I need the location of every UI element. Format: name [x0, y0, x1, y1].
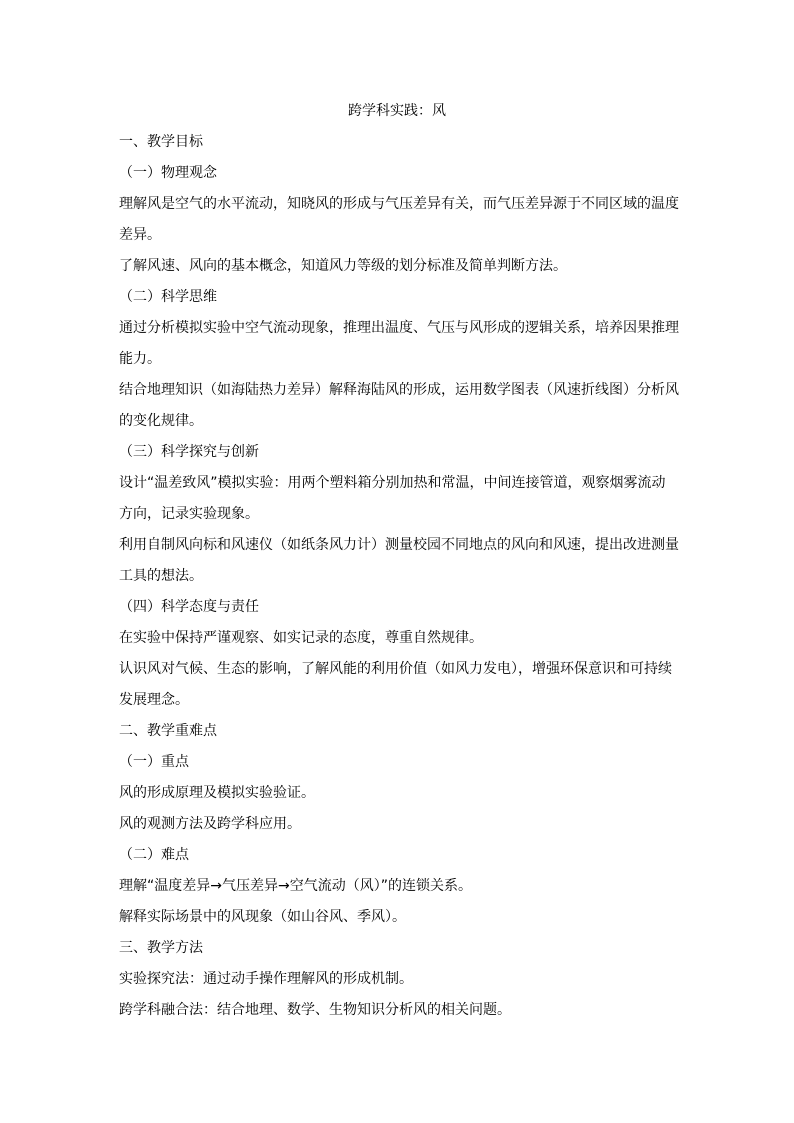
- section-heading-key-points: 二、教学重难点: [119, 723, 217, 739]
- document-title: 跨学科实践：风: [348, 103, 446, 119]
- subheading-attitude-responsibility: （四）科学态度与责任: [119, 599, 259, 615]
- paragraph: 在实验中保持严谨观察、如实记录的态度，尊重自然规律。: [119, 630, 483, 646]
- subheading-scientific-thinking: （二）科学思维: [119, 289, 217, 305]
- section-heading-teaching-methods: 三、教学方法: [119, 940, 203, 956]
- paragraph: 理解“温度差异→气压差异→空气流动（风）”的连锁关系。: [119, 878, 472, 894]
- section-heading-teaching-goals: 一、教学目标: [119, 134, 203, 150]
- subheading-inquiry-innovation: （三）科学探究与创新: [119, 444, 259, 460]
- document-body: [119, 101, 679, 1031]
- paragraph: 实验探究法：通过动手操作理解风的形成机制。: [119, 971, 413, 987]
- paragraph-line: 能力。: [119, 351, 161, 367]
- paragraph-line: 利用自制风向标和风速仪（如纸条风力计）测量校园不同地点的风向和风速，提出改进测量: [119, 537, 679, 553]
- paragraph: [119, 194, 679, 246]
- paragraph: [119, 473, 675, 525]
- paragraph-line: 通过分析模拟实验中空气流动现象，推理出温度、气压与风形成的逻辑关系，培养因果推理: [119, 320, 679, 336]
- paragraph-line: 的变化规律。: [119, 413, 203, 429]
- paragraph: 了解风速、风向的基本概念，知道风力等级的划分标准及简单判断方法。: [119, 258, 567, 274]
- paragraph: 风的形成原理及模拟实验验证。: [119, 785, 315, 801]
- subheading-key-point: （一）重点: [119, 754, 189, 770]
- paragraph: 解释实际场景中的风现象（如山谷风、季风）。: [119, 909, 406, 925]
- paragraph-line: 方向，记录实验现象。: [119, 506, 259, 522]
- paragraph: [119, 659, 675, 711]
- paragraph: [119, 380, 679, 432]
- paragraph-line: 理解风是空气的水平流动，知晓风的形成与气压差异有关，而气压差异源于不同区域的温度: [119, 196, 679, 212]
- paragraph-line: 差异。: [119, 227, 161, 243]
- paragraph-line: 结合地理知识（如海陆热力差异）解释海陆风的形成，运用数学图表（风速折线图）分析风: [119, 382, 679, 398]
- paragraph: [119, 318, 679, 370]
- paragraph: 风的观测方法及跨学科应用。: [119, 816, 301, 832]
- paragraph: [119, 535, 679, 587]
- paragraph-line: 发展理念。: [119, 692, 189, 708]
- paragraph: 跨学科融合法：结合地理、数学、生物知识分析风的相关问题。: [119, 1002, 511, 1018]
- subheading-physics-concepts: （一）物理观念: [119, 165, 217, 181]
- paragraph-line: 认识风对气候、生态的影响，了解风能的利用价值（如风力发电），增强环保意识和可持续: [119, 661, 672, 677]
- subheading-difficulty: （二）难点: [119, 847, 189, 863]
- paragraph-line: 设计“温差致风”模拟实验：用两个塑料箱分别加热和常温，中间连接管道，观察烟雾流动: [119, 475, 666, 491]
- paragraph-line: 工具的想法。: [119, 568, 203, 584]
